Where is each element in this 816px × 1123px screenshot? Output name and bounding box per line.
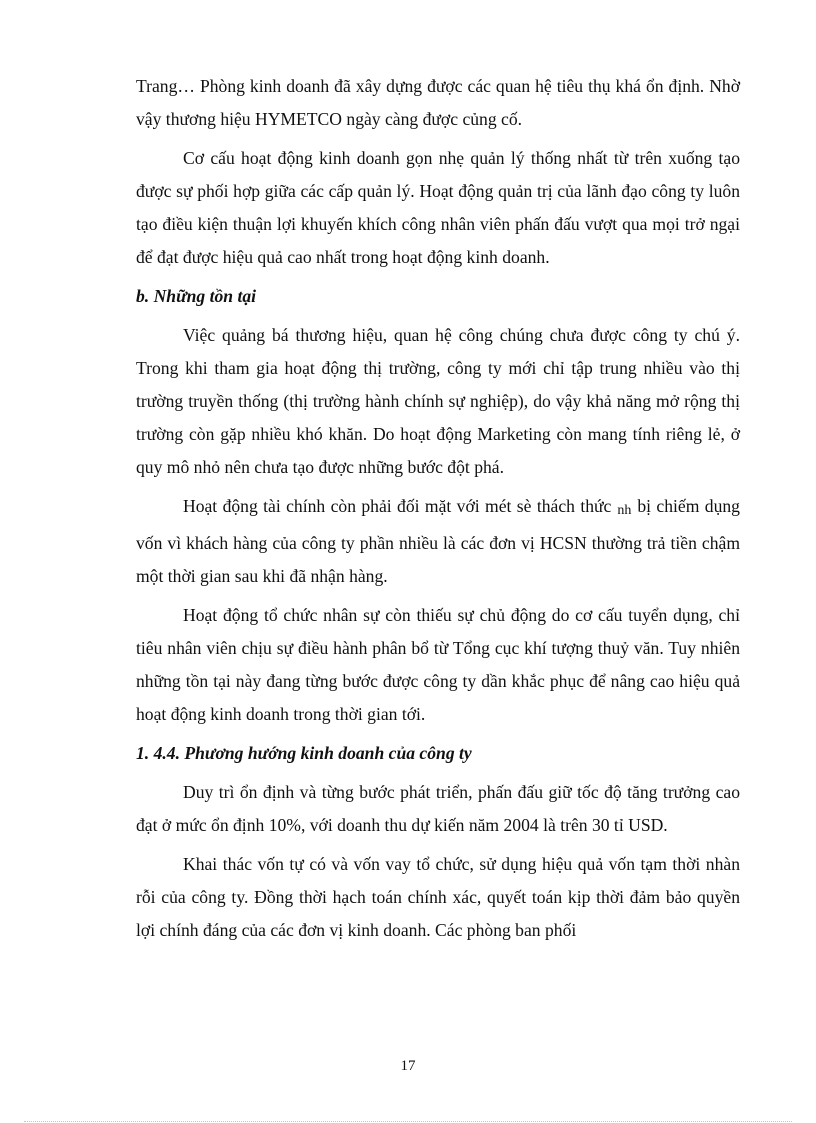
paragraph-2: Cơ cấu hoạt động kinh doanh gọn nhẹ quản lý thống nhất từ trên xuống tạo được sự phối hợp giữa các cấp quản lý. Hoạt động quản trị của lãnh đạo công ty luôn tạo điều kiện thuận lợi khuyến khích công nhân viên phấn đấu vượt qua mọi trở ngại để đạt được hiệu quả cao nhất trong hoạt động kinh doanh. (136, 148, 740, 267)
section-heading-b: b. Những tồn tại (136, 286, 257, 306)
paragraph-1: Trang… Phòng kinh doanh đã xây dựng được các quan hệ tiêu thụ khá ổn định. Nhờ vậy thương hiệu HYMETCO ngày càng được củng cố. (136, 76, 740, 129)
page-number: 17 (400, 1058, 416, 1074)
page-body (136, 70, 740, 953)
section-heading-1-4-4: 1. 4.4. Phương hướng kinh doanh của công ty (136, 743, 472, 763)
paragraph-3: Việc quảng bá thương hiệu, quan hệ công chúng chưa được công ty chú ý. Trong khi tham gia hoạt động thị trường, công ty mới chỉ tập trung nhiều vào thị trường truyền thống (thị trường hành chính sự nghiệp), do vậy khả năng mở rộng thị trường còn gặp nhiều khó khăn. Do hoạt động Marketing còn mang tính riêng lẻ, ở quy mô nhỏ nên chưa tạo được những bước đột phá. (136, 325, 740, 477)
paragraph-4-end: bị chiếm dụng vốn vì khách hàng của công ty phần nhiều là các đơn vị HCSN thường trả tiền chậm một thời gian sau khi đã nhận hàng. (136, 496, 740, 586)
paragraph-5: Hoạt động tổ chức nhân sự còn thiếu sự chủ động do cơ cấu tuyển dụng, chỉ tiêu nhân viên chịu sự điều hành phân bổ từ Tổng cục khí tượng thuỷ văn. Tuy nhiên những tồn tại này đang từng bước được công ty dần khắc phục để nâng cao hiệu quả hoạt động kinh doanh trong thời gian tới. (136, 605, 740, 724)
paragraph-6: Duy trì ổn định và từng bước phát triển, phấn đấu giữ tốc độ tăng trưởng cao đạt ở mức ổn định 10%, với doanh thu dự kiến năm 2004 là trên 30 tỉ USD. (136, 782, 740, 835)
paragraph-4-inline-fragment: nh (617, 503, 632, 518)
paragraph-7: Khai thác vốn tự có và vốn vay tổ chức, sử dụng hiệu quả vốn tạm thời nhàn rỗi của công ty. Đồng thời hạch toán chính xác, quyết toán kịp thời đảm bảo quyền lợi chính đáng của các đơn vị kinh doanh. Các phòng ban phối (136, 854, 740, 940)
paragraph-4-start: Hoạt động tài chính còn phải đối mặt với mét sè thách thức (183, 496, 612, 516)
paragraph-4 (136, 490, 740, 593)
footer-divider (24, 1121, 792, 1122)
